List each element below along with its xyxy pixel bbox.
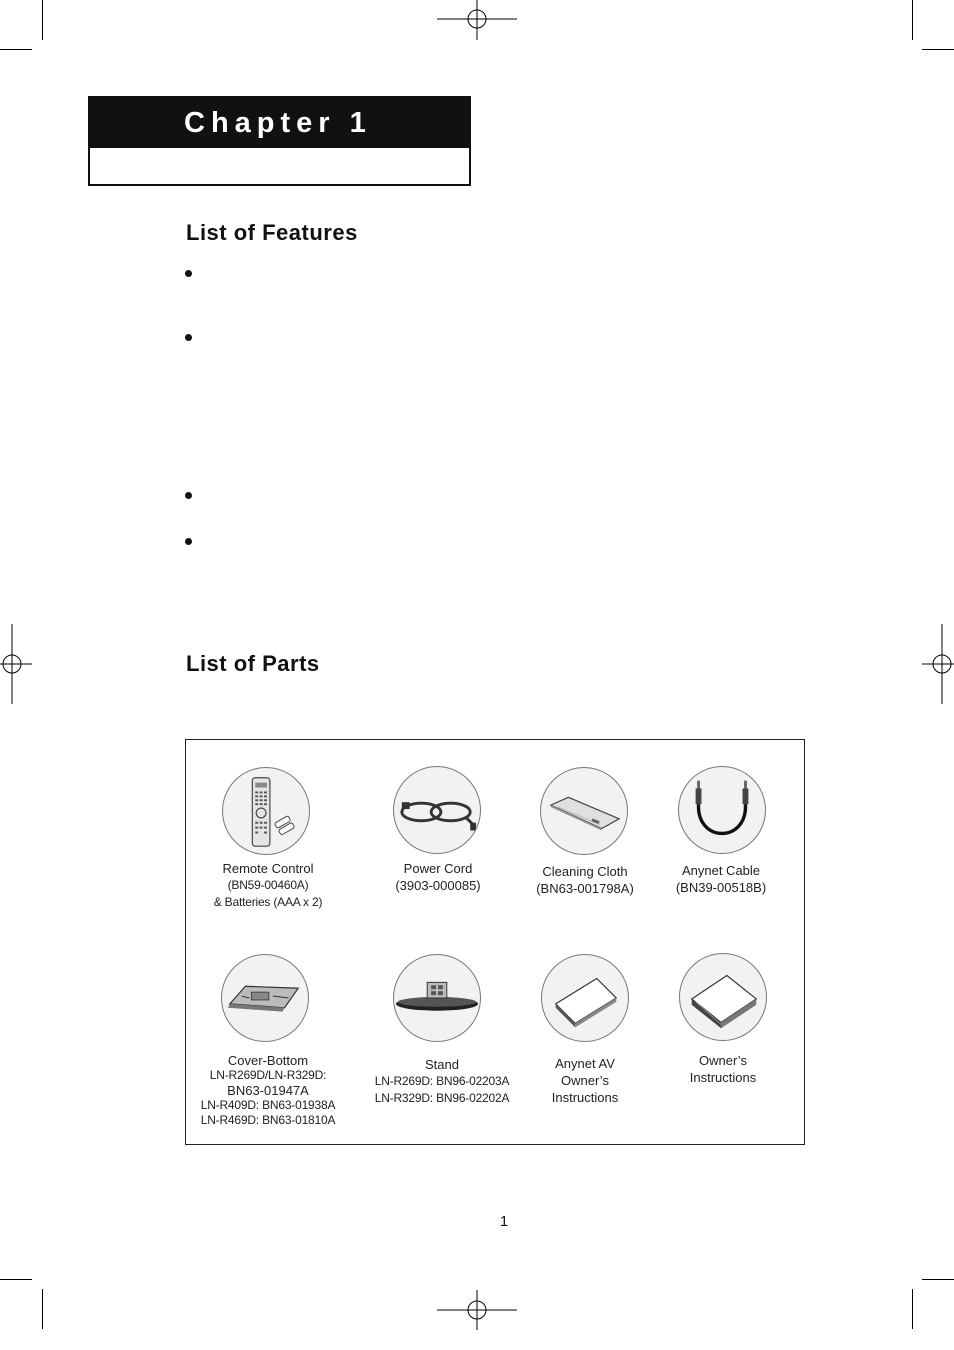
stand-caption xyxy=(360,1056,524,1107)
part-number: (BN39-00518B) xyxy=(675,880,767,895)
chapter-label: Chapter 1 xyxy=(90,98,469,148)
remote-control-caption xyxy=(186,860,350,911)
part-name: Stand xyxy=(425,1057,459,1072)
crop-mark xyxy=(912,1289,913,1329)
features-heading: List of Features xyxy=(186,220,358,245)
part-number: LN-R409D: BN63-01938A xyxy=(200,1098,336,1112)
registration-mark-icon xyxy=(874,624,954,704)
part-number: BN63-01947A xyxy=(227,1083,309,1098)
feature-bullet xyxy=(185,334,192,341)
page-number: 1 xyxy=(499,1213,509,1230)
registration-mark-icon xyxy=(0,624,80,704)
cover-bottom-caption xyxy=(186,1053,350,1128)
power-cord-caption xyxy=(356,860,520,894)
part-name: Remote Control xyxy=(222,861,314,876)
part-number: LN-R469D: BN63-01810A xyxy=(200,1113,336,1127)
part-name: Instructions xyxy=(551,1090,619,1105)
parts-panel xyxy=(185,739,805,1145)
crop-mark xyxy=(922,1279,954,1280)
power-cord-icon xyxy=(393,766,481,854)
feature-bullet xyxy=(185,270,192,277)
crop-mark xyxy=(0,1279,32,1280)
part-detail: & Batteries (AAA x 2) xyxy=(213,895,323,909)
chapter-header xyxy=(88,96,471,186)
part-number: (BN59-00460A) xyxy=(227,878,309,892)
part-name: Owner’s xyxy=(561,1073,609,1088)
part-name: Anynet AV xyxy=(555,1056,615,1071)
part-name: Owner’s xyxy=(699,1053,747,1068)
anynet-manual-icon xyxy=(541,954,629,1042)
part-name: Cover-Bottom xyxy=(227,1053,309,1068)
cleaning-cloth-icon xyxy=(540,767,628,855)
part-name: Anynet Cable xyxy=(681,863,761,878)
part-number: LN-R269D: BN96-02203A xyxy=(374,1074,510,1088)
part-name: Power Cord xyxy=(403,861,473,876)
part-name: Cleaning Cloth xyxy=(542,864,628,879)
cover-bottom-icon xyxy=(221,954,309,1042)
remote-control-icon xyxy=(222,767,310,855)
registration-mark-icon xyxy=(437,0,517,80)
anynet-cable-icon xyxy=(678,766,766,854)
feature-bullet xyxy=(185,538,192,545)
anynet-cable-caption xyxy=(639,862,803,896)
crop-mark xyxy=(42,0,43,40)
part-number: (3903-000085) xyxy=(395,878,481,893)
crop-mark xyxy=(912,0,913,40)
crop-mark xyxy=(922,49,954,50)
part-name: Instructions xyxy=(689,1070,757,1085)
stand-icon xyxy=(393,954,481,1042)
parts-heading: List of Parts xyxy=(186,651,320,676)
part-number: (BN63-001798A) xyxy=(536,881,634,896)
owners-manual-caption xyxy=(641,1052,805,1086)
feature-bullet xyxy=(185,492,192,499)
owners-manual-icon xyxy=(679,953,767,1041)
part-number: LN-R329D: BN96-02202A xyxy=(374,1091,510,1105)
part-model: LN-R269D/LN-R329D: xyxy=(209,1068,327,1082)
crop-mark xyxy=(42,1289,43,1329)
registration-mark-icon xyxy=(437,1270,517,1350)
crop-mark xyxy=(0,49,32,50)
